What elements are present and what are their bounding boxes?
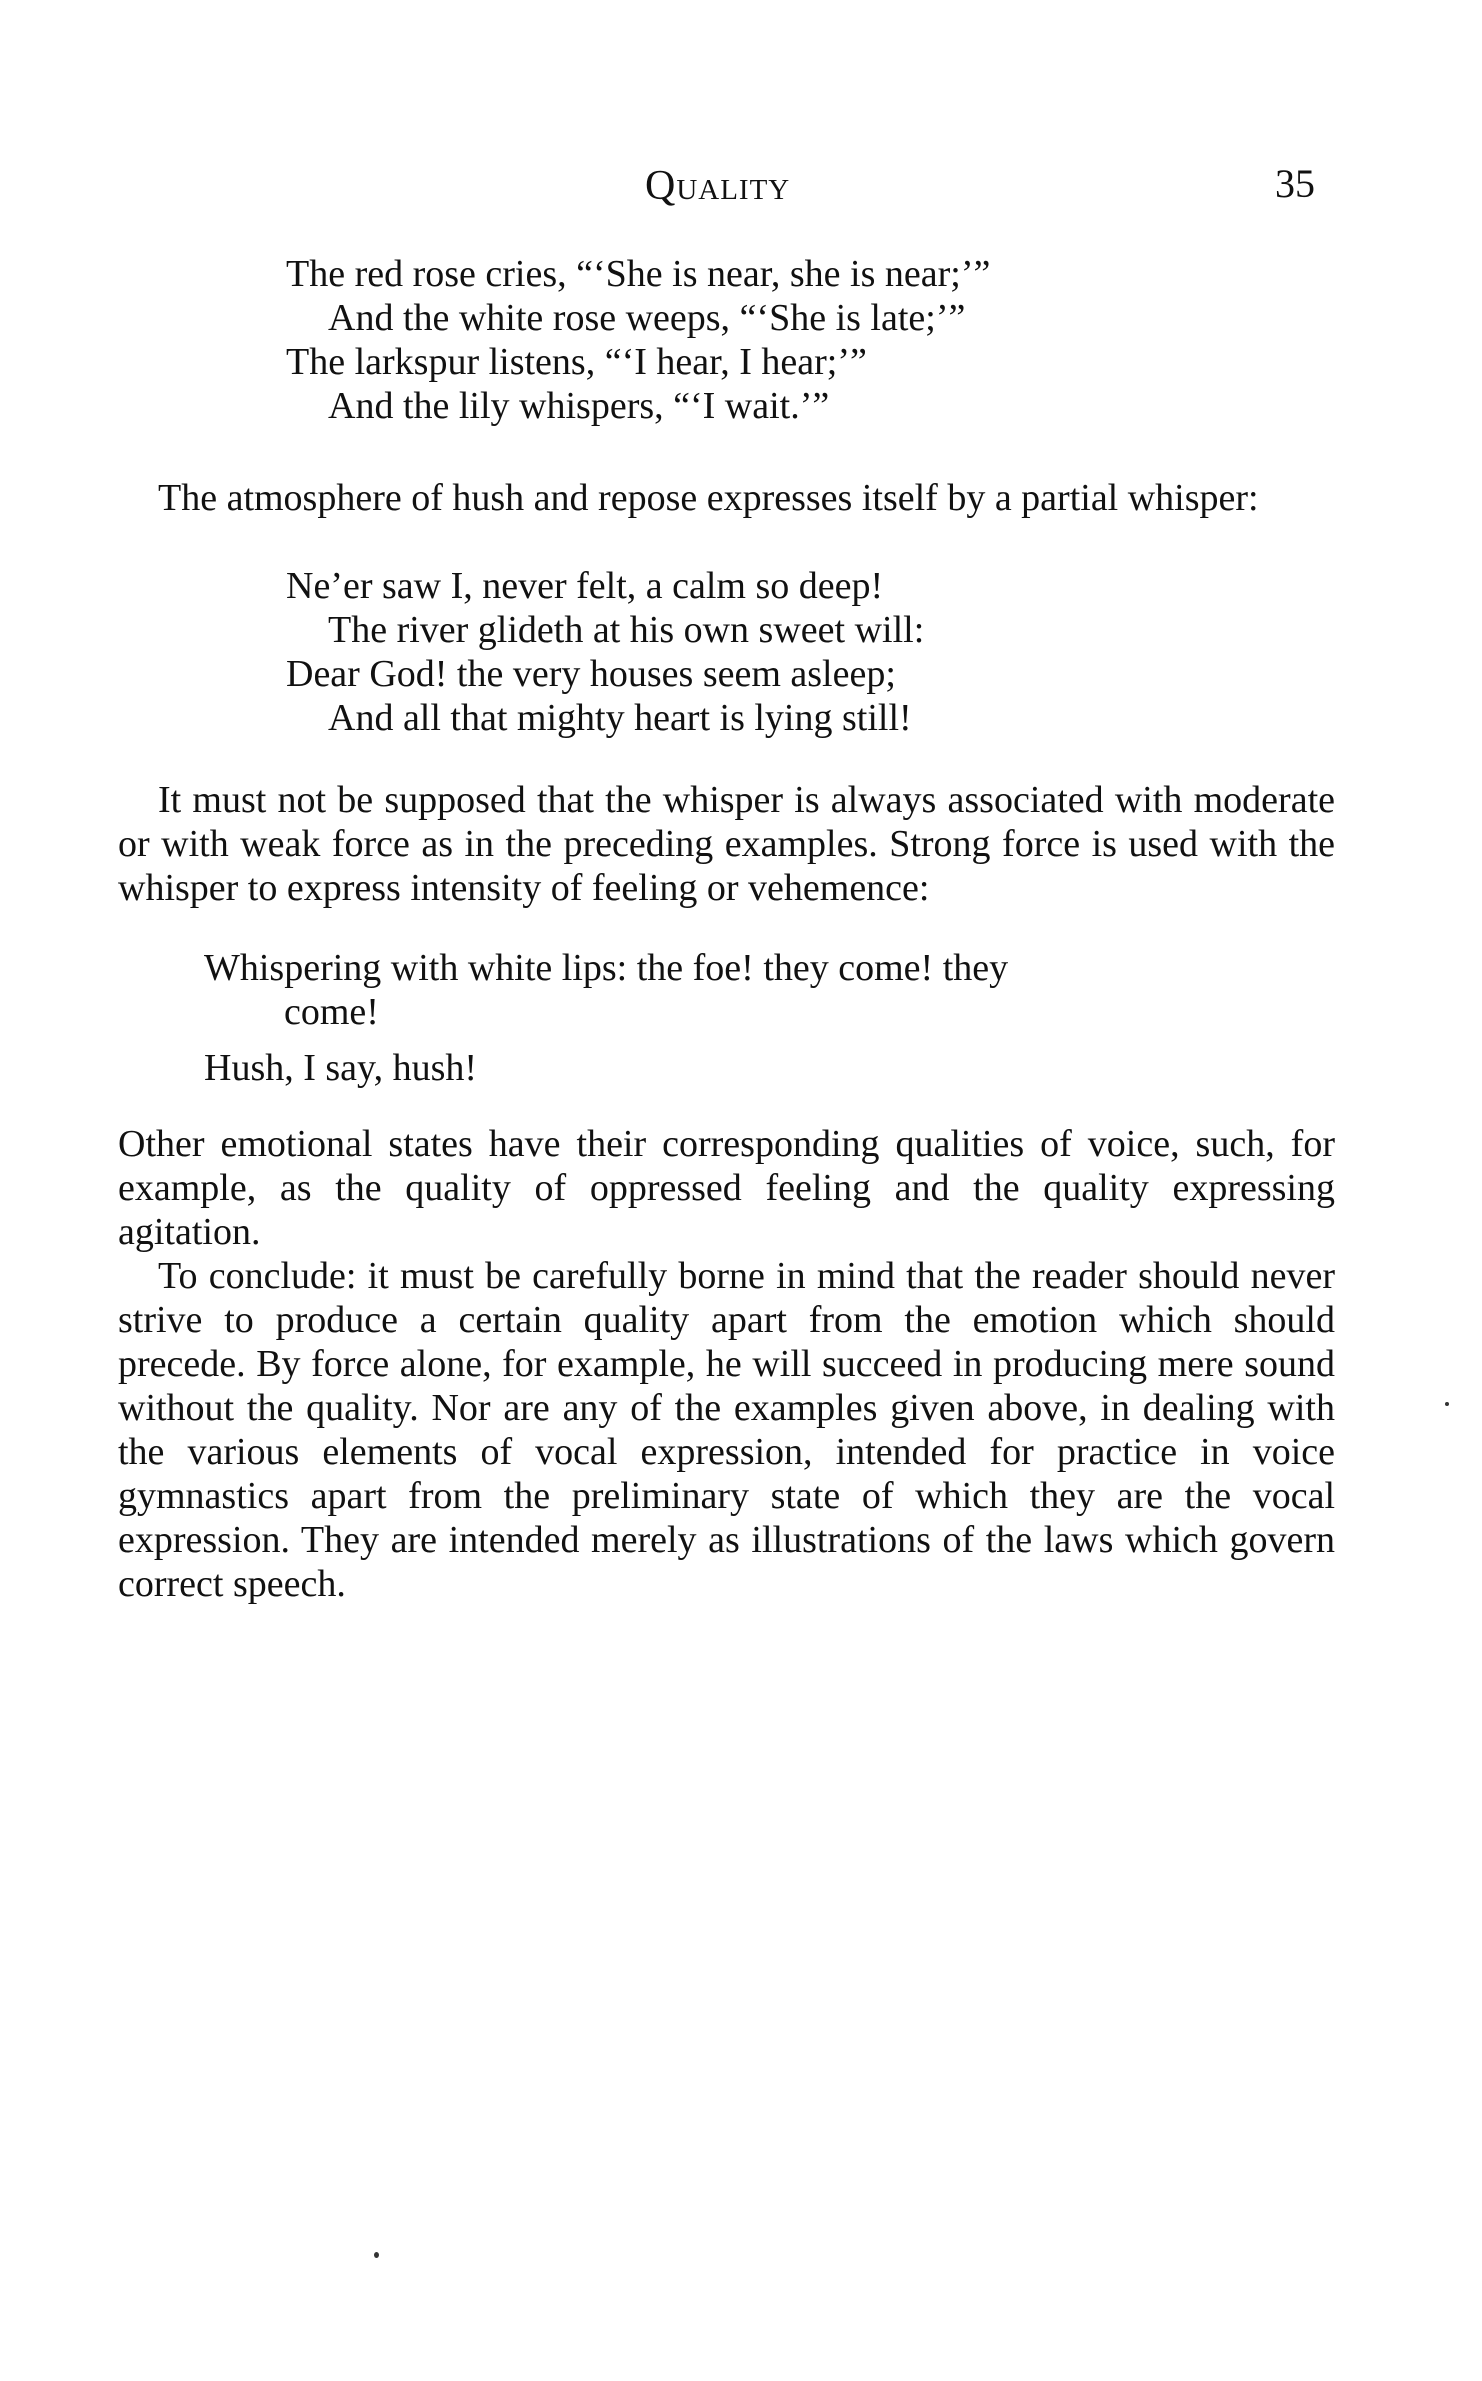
- poem-calm-stanza: [118, 564, 1335, 740]
- quote-hush: [118, 1046, 1335, 1090]
- print-speck: [1445, 1402, 1449, 1406]
- poem-rose-stanza: [118, 252, 1335, 428]
- page-content: [118, 252, 1335, 1606]
- quote-line: Hush, I say, hush!: [204, 1047, 478, 1089]
- page-number: 35: [1275, 161, 1315, 206]
- print-speck: [374, 2252, 379, 2258]
- poem-line: Dear God! the very houses seem asleep;: [286, 653, 896, 695]
- quote-line-continued: come!: [284, 991, 379, 1033]
- paragraph-conclusion: To conclude: it must be carefully borne in mind that the reader should never strive to produce a certain quality apart from the emotion which should precede. By force alone, for example, he will succeed in producing mere sound without the quality. Nor are any of the examples given above, in dealing with the various elements of vocal expression, intended for practice in voice gymnastics apart from the preliminary state of which they are the vocal expression. They are intended merely as illustrations of the laws which govern correct speech.: [118, 1255, 1335, 1605]
- paragraph-strong-whisper: It must not be supposed that the whisper is always associated with moderate or with weak force as in the preceding examples. Strong force is used with the whisper to express intensity of feeling or vehemence:: [118, 779, 1335, 909]
- running-header-title: Quality: [645, 163, 791, 209]
- quote-line: Whispering with white lips: the foe! they come! they: [204, 947, 1009, 989]
- quote-whispering: [118, 946, 1335, 1034]
- poem-line: The river glideth at his own sweet will:: [328, 609, 925, 651]
- poem-line: And the lily whispers, “‘I wait.’”: [328, 385, 830, 427]
- poem-line: And the white rose weeps, “‘She is late;’”: [328, 297, 966, 339]
- poem-line: The red rose cries, “‘She is near, she is near;’”: [286, 253, 991, 295]
- paragraph-hush-repose: The atmosphere of hush and repose expresses itself by a partial whisper:: [158, 477, 1259, 519]
- paragraph-emotional-states: Other emotional states have their corresponding qualities of voice, such, for example, as the quality of oppressed feeling and the quality expressing agitation.: [118, 1123, 1335, 1253]
- poem-line: And all that mighty heart is lying still!: [328, 697, 912, 739]
- poem-line: The larkspur listens, “‘I hear, I hear;’”: [286, 341, 867, 383]
- poem-line: Ne’er saw I, never felt, a calm so deep!: [286, 565, 884, 607]
